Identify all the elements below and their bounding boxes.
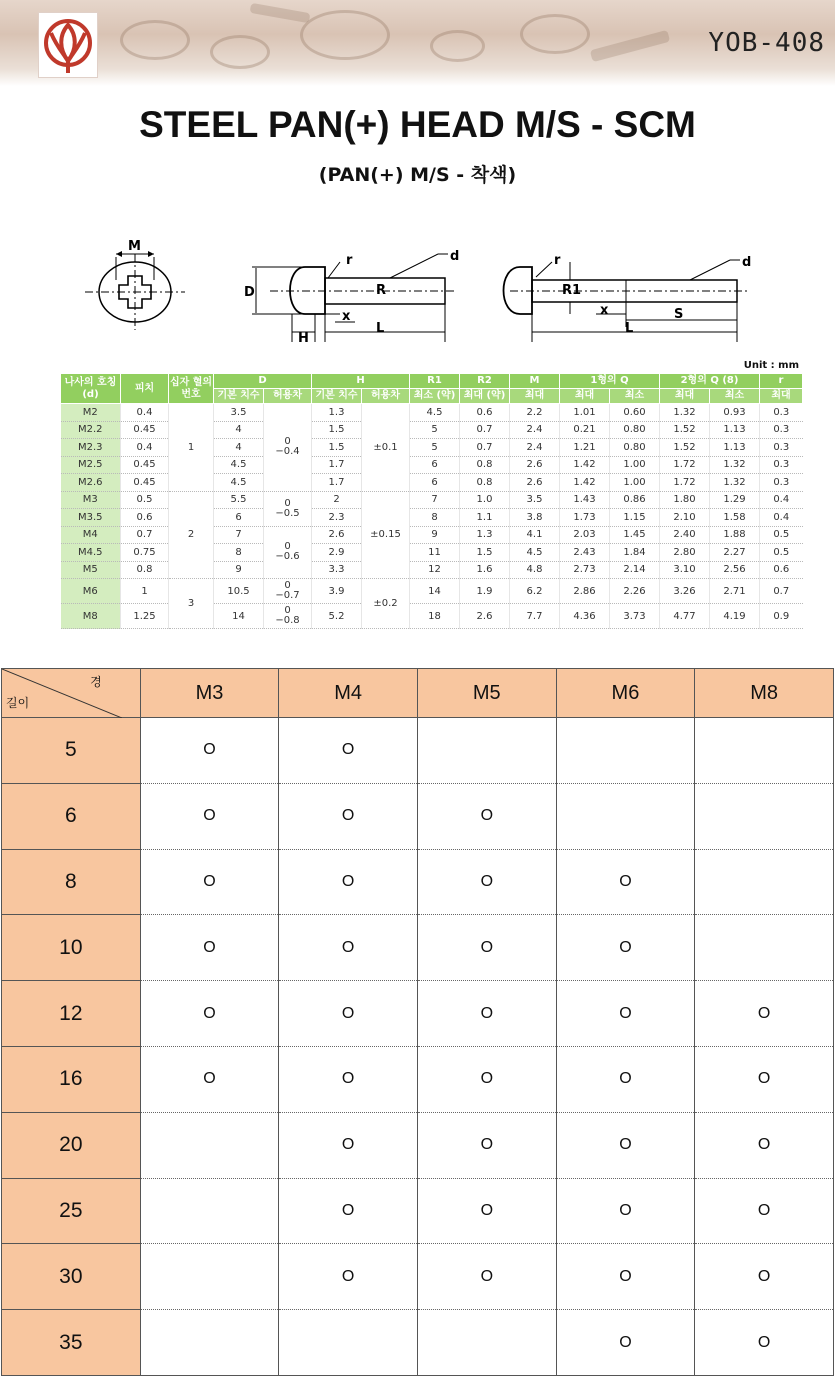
cell-r2: 1.6 — [460, 561, 510, 579]
availability-body — [2, 718, 834, 1376]
cell-d-tolerance: 0 −0.8 — [264, 604, 312, 629]
availability-cell-m8 — [695, 718, 834, 784]
cell-r: 0.3 — [760, 421, 803, 439]
length-row — [2, 915, 834, 981]
dimension-label: D — [244, 285, 255, 300]
availability-cell-m3: O — [140, 783, 279, 849]
cell-q2-min: 4.19 — [710, 604, 760, 629]
cell-h-basic: 3.3 — [312, 561, 362, 579]
size-header-m6: M6 — [556, 669, 695, 718]
cell-h-basic: 2.3 — [312, 509, 362, 527]
availability-cell-m6: O — [556, 1244, 695, 1310]
cell-r: 0.6 — [760, 561, 803, 579]
header-h: H — [312, 374, 410, 389]
cell-q1-min: 2.26 — [610, 579, 660, 604]
cell-q1-min: 2.14 — [610, 561, 660, 579]
page-title: STEEL PAN(+) HEAD M/S - SCM — [139, 104, 696, 145]
length-label: 6 — [2, 783, 141, 849]
cell-d-basic: 4.5 — [214, 456, 264, 474]
cell-r1: 7 — [410, 491, 460, 509]
cell-r1: 11 — [410, 544, 460, 562]
cell-q2-max: 2.10 — [660, 509, 710, 527]
cell-q1-min: 0.86 — [610, 491, 660, 509]
cell-q1-max: 1.42 — [560, 456, 610, 474]
bolt-decoration — [590, 30, 670, 62]
cell-d-basic: 9 — [214, 561, 264, 579]
cell-r1: 6 — [410, 456, 460, 474]
cell-q1-min: 1.00 — [610, 474, 660, 492]
availability-cell-m6: O — [556, 849, 695, 915]
cell-pitch: 0.45 — [121, 456, 169, 474]
spec-row — [61, 579, 803, 604]
cell-r1: 6 — [410, 474, 460, 492]
availability-cell-m4: O — [279, 1178, 418, 1244]
availability-cell-m6: O — [556, 981, 695, 1047]
cell-name: M3.5 — [61, 509, 121, 527]
cell-q1-max: 0.21 — [560, 421, 610, 439]
cell-r1: 14 — [410, 579, 460, 604]
availability-cell-m6: O — [556, 1112, 695, 1178]
cell-h-tolerance: ±0.15 — [362, 491, 410, 579]
length-label: 35 — [2, 1310, 141, 1376]
cell-q2-min: 2.56 — [710, 561, 760, 579]
cell-d-tolerance: 0 −0.4 — [264, 404, 312, 492]
availability-cell-m3: O — [140, 718, 279, 784]
cell-h-basic: 2 — [312, 491, 362, 509]
availability-cell-m8: O — [695, 981, 834, 1047]
cell-r: 0.3 — [760, 404, 803, 422]
cell-h-tolerance: ±0.1 — [362, 404, 410, 492]
cell-m: 3.5 — [510, 491, 560, 509]
size-header-m5: M5 — [417, 669, 556, 718]
cell-m: 2.6 — [510, 456, 560, 474]
dimension-label: L — [625, 321, 634, 336]
cell-h-basic: 3.9 — [312, 579, 362, 604]
cell-m: 2.4 — [510, 439, 560, 457]
length-label: 12 — [2, 981, 141, 1047]
availability-cell-m4: O — [279, 783, 418, 849]
cell-m: 4.8 — [510, 561, 560, 579]
header-d: D — [214, 374, 312, 389]
cell-r: 0.5 — [760, 526, 803, 544]
sub-min-approx: 최소 (약) — [410, 389, 460, 404]
sub-min: 최소 — [710, 389, 760, 404]
length-label: 8 — [2, 849, 141, 915]
cell-q1-min: 0.80 — [610, 421, 660, 439]
unit-label: Unit : mm — [743, 360, 799, 371]
availability-cell-m6 — [556, 783, 695, 849]
cell-h-basic: 2.9 — [312, 544, 362, 562]
availability-cell-m8 — [695, 915, 834, 981]
cell-name: M8 — [61, 604, 121, 629]
sub-max: 최대 — [660, 389, 710, 404]
header-r1: R1 — [410, 374, 460, 389]
cell-q1-min: 1.45 — [610, 526, 660, 544]
washer-decoration — [210, 35, 270, 69]
cell-r2: 1.9 — [460, 579, 510, 604]
dimension-label: R — [376, 283, 387, 298]
availability-cell-m8: O — [695, 1112, 834, 1178]
availability-cell-m3: O — [140, 981, 279, 1047]
cell-pitch: 0.8 — [121, 561, 169, 579]
cell-r2: 1.1 — [460, 509, 510, 527]
cell-d-basic: 4 — [214, 439, 264, 457]
sub-basic: 기본 치수 — [214, 389, 264, 404]
availability-cell-m5: O — [417, 849, 556, 915]
availability-cell-m6: O — [556, 1046, 695, 1112]
sub-max: 최대 — [510, 389, 560, 404]
length-row — [2, 783, 834, 849]
cell-h-tolerance: ±0.2 — [362, 579, 410, 629]
cell-r1: 8 — [410, 509, 460, 527]
spec-table-body — [61, 404, 803, 629]
cell-h-basic: 1.5 — [312, 421, 362, 439]
label-m: M — [128, 239, 141, 254]
availability-cell-m3: O — [140, 915, 279, 981]
cell-m: 6.2 — [510, 579, 560, 604]
cell-pitch: 0.45 — [121, 474, 169, 492]
cell-name: M2 — [61, 404, 121, 422]
cell-d-basic: 14 — [214, 604, 264, 629]
length-row — [2, 981, 834, 1047]
cell-h-basic: 1.7 — [312, 474, 362, 492]
cell-r1: 5 — [410, 421, 460, 439]
cell-r1: 9 — [410, 526, 460, 544]
dimension-label: x — [600, 303, 609, 318]
bolt-decoration — [250, 3, 311, 23]
header-pitch: 피치 — [121, 374, 169, 404]
cell-cross-number: 3 — [169, 579, 214, 629]
availability-cell-m4: O — [279, 1244, 418, 1310]
availability-cell-m4: O — [279, 849, 418, 915]
availability-cell-m4: O — [279, 981, 418, 1047]
length-label: 20 — [2, 1112, 141, 1178]
cell-q2-min: 2.27 — [710, 544, 760, 562]
cell-m: 2.6 — [510, 474, 560, 492]
corner-cell — [2, 669, 141, 718]
header-r2: R2 — [460, 374, 510, 389]
availability-cell-m6: O — [556, 915, 695, 981]
availability-cell-m5 — [417, 1310, 556, 1376]
washer-decoration — [430, 30, 485, 62]
sub-tol: 허용차 — [362, 389, 410, 404]
availability-cell-m6 — [556, 718, 695, 784]
availability-cell-m8 — [695, 783, 834, 849]
cell-r: 0.3 — [760, 474, 803, 492]
cell-q2-max: 1.80 — [660, 491, 710, 509]
product-code: YOB-408 — [708, 28, 825, 58]
length-label: 5 — [2, 718, 141, 784]
cell-r2: 0.6 — [460, 404, 510, 422]
cell-d-tolerance: 0 −0.6 — [264, 526, 312, 579]
cell-q2-max: 1.32 — [660, 404, 710, 422]
cell-q1-min: 1.15 — [610, 509, 660, 527]
cell-q2-min: 1.13 — [710, 421, 760, 439]
sub-max: 최대 — [560, 389, 610, 404]
cell-r: 0.7 — [760, 579, 803, 604]
availability-cell-m4: O — [279, 1046, 418, 1112]
dimension-label: L — [376, 321, 385, 336]
cell-h-basic: 5.2 — [312, 604, 362, 629]
cell-r1: 5 — [410, 439, 460, 457]
cell-name: M5 — [61, 561, 121, 579]
spec-row — [61, 404, 803, 422]
cell-q2-min: 1.32 — [710, 474, 760, 492]
cell-r2: 2.6 — [460, 604, 510, 629]
cell-q1-max: 1.73 — [560, 509, 610, 527]
cell-name: M2.3 — [61, 439, 121, 457]
cell-d-tolerance: 0 −0.7 — [264, 579, 312, 604]
cell-q2-min: 1.29 — [710, 491, 760, 509]
cell-q1-max: 1.21 — [560, 439, 610, 457]
header-banner — [0, 0, 835, 86]
length-label: 30 — [2, 1244, 141, 1310]
spec-row — [61, 491, 803, 509]
cell-m: 3.8 — [510, 509, 560, 527]
cell-q2-max: 3.10 — [660, 561, 710, 579]
availability-cell-m5: O — [417, 915, 556, 981]
availability-cell-m5: O — [417, 1244, 556, 1310]
flower-logo-icon — [39, 13, 97, 77]
size-header-m8: M8 — [695, 669, 834, 718]
length-label: 10 — [2, 915, 141, 981]
cell-m: 7.7 — [510, 604, 560, 629]
cell-pitch: 1.25 — [121, 604, 169, 629]
corner-label-diameter: 경 — [90, 675, 102, 689]
availability-cell-m5: O — [417, 981, 556, 1047]
availability-cell-m5: O — [417, 1178, 556, 1244]
side-view-drawing-1 — [252, 254, 455, 342]
availability-cell-m3: O — [140, 849, 279, 915]
cell-r: 0.4 — [760, 509, 803, 527]
length-label: 25 — [2, 1178, 141, 1244]
cell-q2-max: 1.72 — [660, 474, 710, 492]
availability-cell-m3 — [140, 1178, 279, 1244]
cell-q1-max: 2.73 — [560, 561, 610, 579]
sub-tol: 허용차 — [264, 389, 312, 404]
cell-r1: 12 — [410, 561, 460, 579]
availability-cell-m3: O — [140, 1046, 279, 1112]
cell-q1-max: 1.01 — [560, 404, 610, 422]
dimension-label: d — [742, 255, 752, 270]
length-label: 16 — [2, 1046, 141, 1112]
cell-q2-min: 1.58 — [710, 509, 760, 527]
cell-q2-max: 1.52 — [660, 421, 710, 439]
cell-name: M4 — [61, 526, 121, 544]
cell-q2-min: 2.71 — [710, 579, 760, 604]
cell-d-basic: 6 — [214, 509, 264, 527]
header-name: 나사의 호칭 (d) — [61, 374, 121, 404]
cell-q2-max: 2.80 — [660, 544, 710, 562]
cell-q1-max: 2.03 — [560, 526, 610, 544]
cell-r1: 18 — [410, 604, 460, 629]
cell-pitch: 1 — [121, 579, 169, 604]
availability-cell-m6: O — [556, 1178, 695, 1244]
cell-r: 0.5 — [760, 544, 803, 562]
cell-name: M2.6 — [61, 474, 121, 492]
availability-cell-m8: O — [695, 1244, 834, 1310]
cell-cross-number: 2 — [169, 491, 214, 579]
cell-h-basic: 1.3 — [312, 404, 362, 422]
cell-m: 4.5 — [510, 544, 560, 562]
cell-pitch: 0.5 — [121, 491, 169, 509]
cell-pitch: 0.4 — [121, 439, 169, 457]
dimension-label: S — [674, 307, 684, 322]
company-logo — [38, 12, 98, 78]
cell-q2-max: 1.72 — [660, 456, 710, 474]
spec-table — [60, 373, 803, 629]
header-q1: 1형의 Q — [560, 374, 660, 389]
availability-cell-m5: O — [417, 1046, 556, 1112]
cell-q1-max: 2.43 — [560, 544, 610, 562]
availability-cell-m3 — [140, 1244, 279, 1310]
cell-h-basic: 1.5 — [312, 439, 362, 457]
cell-r: 0.9 — [760, 604, 803, 629]
cell-q2-min: 1.13 — [710, 439, 760, 457]
header-m: M — [510, 374, 560, 389]
front-view-drawing — [85, 251, 185, 330]
page-subtitle: (PAN(+) M/S - 착색) — [318, 164, 517, 186]
washer-decoration — [300, 10, 390, 60]
cell-q2-max: 4.77 — [660, 604, 710, 629]
dimension-label: H — [298, 331, 309, 346]
length-row — [2, 1112, 834, 1178]
availability-cell-m4: O — [279, 718, 418, 784]
dimension-label: x — [342, 309, 351, 324]
length-row — [2, 1244, 834, 1310]
cell-pitch: 0.4 — [121, 404, 169, 422]
length-row — [2, 1310, 834, 1376]
cell-r2: 1.0 — [460, 491, 510, 509]
cell-pitch: 0.7 — [121, 526, 169, 544]
cell-q2-min: 1.88 — [710, 526, 760, 544]
availability-cell-m8 — [695, 849, 834, 915]
dimension-label: r — [346, 253, 353, 268]
length-row — [2, 718, 834, 784]
availability-cell-m5 — [417, 718, 556, 784]
cell-q1-min: 0.60 — [610, 404, 660, 422]
cell-name: M2.2 — [61, 421, 121, 439]
cell-name: M4.5 — [61, 544, 121, 562]
sub-max-approx: 최대 (약) — [460, 389, 510, 404]
washer-decoration — [520, 14, 590, 54]
cell-q1-max: 2.86 — [560, 579, 610, 604]
cell-name: M6 — [61, 579, 121, 604]
availability-cell-m8: O — [695, 1046, 834, 1112]
dimension-label: r — [554, 253, 561, 268]
cell-q2-max: 3.26 — [660, 579, 710, 604]
availability-cell-m5: O — [417, 1112, 556, 1178]
sub-max: 최대 — [760, 389, 803, 404]
cell-d-basic: 8 — [214, 544, 264, 562]
availability-header-row — [2, 669, 834, 718]
cell-h-basic: 2.6 — [312, 526, 362, 544]
availability-cell-m4 — [279, 1310, 418, 1376]
availability-cell-m5: O — [417, 783, 556, 849]
cell-q2-min: 0.93 — [710, 404, 760, 422]
dimension-label: d — [450, 249, 460, 264]
washer-decoration — [120, 20, 190, 60]
cell-m: 2.4 — [510, 421, 560, 439]
cell-q1-max: 1.43 — [560, 491, 610, 509]
length-row — [2, 1178, 834, 1244]
cell-q2-max: 1.52 — [660, 439, 710, 457]
size-header-m4: M4 — [279, 669, 418, 718]
cell-r2: 1.3 — [460, 526, 510, 544]
header-r: r — [760, 374, 803, 389]
length-availability-table — [1, 668, 834, 1376]
cell-q1-min: 0.80 — [610, 439, 660, 457]
cell-r2: 0.7 — [460, 421, 510, 439]
cell-r2: 0.8 — [460, 474, 510, 492]
cell-name: M3 — [61, 491, 121, 509]
availability-cell-m4: O — [279, 1112, 418, 1178]
cell-q1-min: 1.00 — [610, 456, 660, 474]
cell-pitch: 0.6 — [121, 509, 169, 527]
availability-cell-m4: O — [279, 915, 418, 981]
dimension-label: R1 — [562, 283, 582, 298]
cell-d-tolerance: 0 −0.5 — [264, 491, 312, 526]
header-q2: 2형의 Q (8) — [660, 374, 760, 389]
cell-d-basic: 3.5 — [214, 404, 264, 422]
availability-cell-m6: O — [556, 1310, 695, 1376]
cell-r: 0.3 — [760, 456, 803, 474]
cell-q1-max: 4.36 — [560, 604, 610, 629]
cell-name: M2.5 — [61, 456, 121, 474]
cell-r2: 0.7 — [460, 439, 510, 457]
cell-d-basic: 4.5 — [214, 474, 264, 492]
cell-m: 4.1 — [510, 526, 560, 544]
cell-d-basic: 5.5 — [214, 491, 264, 509]
cell-q2-max: 2.40 — [660, 526, 710, 544]
length-row — [2, 849, 834, 915]
cell-r: 0.4 — [760, 491, 803, 509]
cell-q1-min: 1.84 — [610, 544, 660, 562]
corner-label-length: 길이 — [6, 696, 30, 710]
size-header-m3: M3 — [140, 669, 279, 718]
cell-pitch: 0.75 — [121, 544, 169, 562]
cell-q1-min: 3.73 — [610, 604, 660, 629]
sub-min: 최소 — [610, 389, 660, 404]
availability-cell-m3 — [140, 1112, 279, 1178]
availability-cell-m3 — [140, 1310, 279, 1376]
cell-d-basic: 10.5 — [214, 579, 264, 604]
cell-m: 2.2 — [510, 404, 560, 422]
cell-r: 0.3 — [760, 439, 803, 457]
cell-d-basic: 4 — [214, 421, 264, 439]
screw-dimension-diagram — [70, 232, 770, 347]
availability-cell-m8: O — [695, 1178, 834, 1244]
header-cross: 십자 혈의 번호 — [169, 374, 214, 404]
sub-basic: 기본 치수 — [312, 389, 362, 404]
availability-cell-m8: O — [695, 1310, 834, 1376]
cell-cross-number: 1 — [169, 404, 214, 492]
cell-q1-max: 1.42 — [560, 474, 610, 492]
cell-r2: 0.8 — [460, 456, 510, 474]
cell-h-basic: 1.7 — [312, 456, 362, 474]
cell-pitch: 0.45 — [121, 421, 169, 439]
length-row — [2, 1046, 834, 1112]
cell-q2-min: 1.32 — [710, 456, 760, 474]
cell-d-basic: 7 — [214, 526, 264, 544]
cell-r2: 1.5 — [460, 544, 510, 562]
cell-r1: 4.5 — [410, 404, 460, 422]
